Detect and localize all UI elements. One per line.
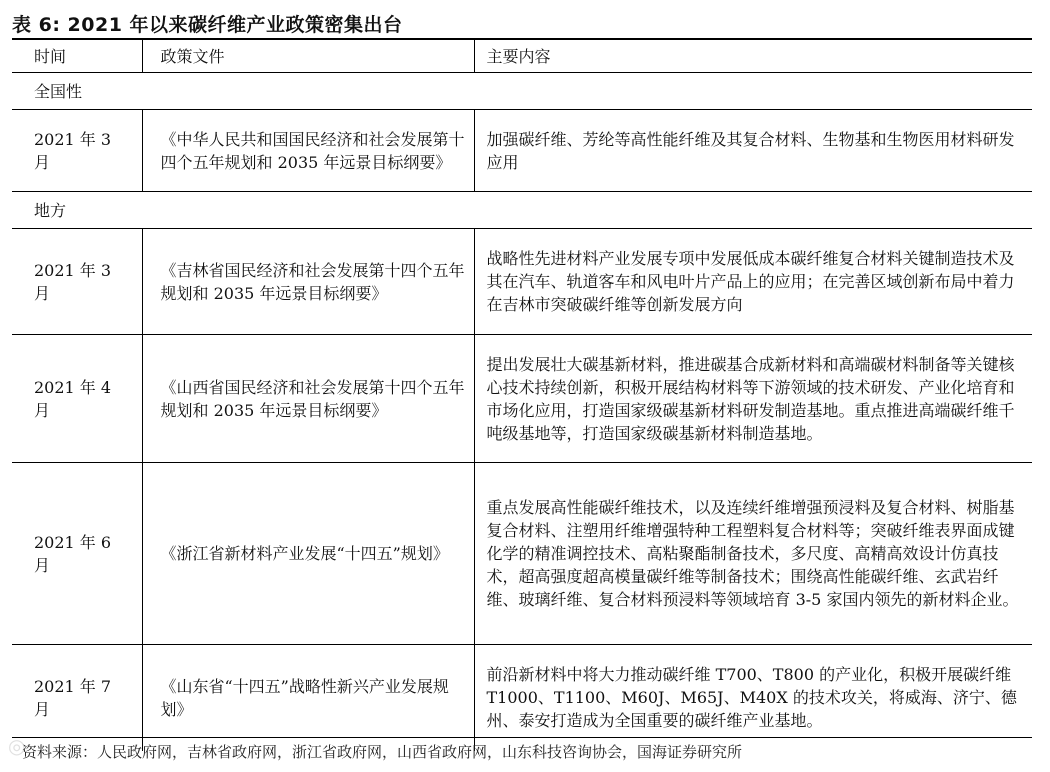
row-doc: 《中华人民共和国国民经济和社会发展第十四个五年规划和 2035 年远景目标纲要》 bbox=[142, 110, 474, 192]
row-time: 2021 年 3 月 bbox=[12, 229, 142, 335]
table-row bbox=[12, 229, 1032, 335]
table-row bbox=[12, 463, 1032, 645]
section-label: 地方 bbox=[12, 192, 1032, 229]
row-doc: 《山东省“十四五”战略性新兴产业发展规划》 bbox=[142, 645, 474, 751]
bottom-rule bbox=[12, 737, 1032, 738]
row-content: 重点发展高性能碳纤维技术，以及连续纤维增强预浸料及复合材料、树脂基复合材料、注塑用纤维增强特种工程塑料复合材料等；突破纤维表界面成键化学的精准调控技术、高粘聚酯制备技术，多尺度、高精高效设计仿真技术，超高强度超高模量碳纤维等制备技术；围绕高性能碳纤维、玄武岩纤维、玻璃纤维、复合材料预浸料等领域培育 3-5 家国内领先的新材料企业。 bbox=[474, 463, 1032, 645]
table-row bbox=[12, 645, 1032, 751]
section-row-national bbox=[12, 73, 1032, 110]
row-time: 2021 年 7 月 bbox=[12, 645, 142, 751]
row-time: 2021 年 3 月 bbox=[12, 110, 142, 192]
section-label: 全国性 bbox=[12, 73, 1032, 110]
source-note: 资料来源：人民政府网，吉林省政府网，浙江省政府网，山西省政府网，山东科技咨询协会，国海证券研究所 bbox=[22, 743, 743, 761]
watermark-logo: ◎ bbox=[8, 734, 26, 758]
table-header-row bbox=[12, 40, 1032, 73]
header-time: 时间 bbox=[12, 40, 142, 73]
row-doc: 《浙江省新材料产业发展“十四五”规划》 bbox=[142, 463, 474, 645]
row-content: 提出发展壮大碳基新材料，推进碳基合成新材料和高端碳材料制备等关键核心技术持续创新，积极开展结构材料等下游领域的技术研发、产业化培育和市场化应用，打造国家级碳基新材料研发制造基地。重点推进高端碳纤维千吨级基地等，打造国家级碳基新材料制造基地。 bbox=[474, 335, 1032, 463]
table-row bbox=[12, 110, 1032, 192]
row-time: 2021 年 6 月 bbox=[12, 463, 142, 645]
header-content: 主要内容 bbox=[486, 46, 551, 66]
row-time: 2021 年 4 月 bbox=[12, 335, 142, 463]
header-doc: 政策文件 bbox=[142, 40, 474, 73]
row-doc: 《山西省国民经济和社会发展第十四个五年规划和 2035 年远景目标纲要》 bbox=[142, 335, 474, 463]
table-row bbox=[12, 335, 1032, 463]
section-row-local bbox=[12, 192, 1032, 229]
table-title: 表 6: 2021 年以来碳纤维产业政策密集出台 bbox=[12, 14, 403, 36]
row-doc: 《吉林省国民经济和社会发展第十四个五年规划和 2035 年远景目标纲要》 bbox=[142, 229, 474, 335]
row-content: 前沿新材料中将大力推动碳纤维 T700、T800 的产业化，积极开展碳纤维 T1000、T1100、M60J、M65J、M40X 的技术攻关，将威海、济宁、德州、泰安打造成为全国重要的碳纤维产业基地。 bbox=[474, 645, 1032, 751]
row-content: 加强碳纤维、芳纶等高性能纤维及其复合材料、生物基和生物医用材料研发应用 bbox=[474, 110, 1032, 192]
policy-table bbox=[12, 40, 1032, 751]
row-content: 战略性先进材料产业发展专项中发展低成本碳纤维复合材料关键制造技术及其在汽车、轨道客车和风电叶片产品上的应用；在完善区域创新布局中着力在吉林市突破碳纤维等创新发展方向 bbox=[474, 229, 1032, 335]
